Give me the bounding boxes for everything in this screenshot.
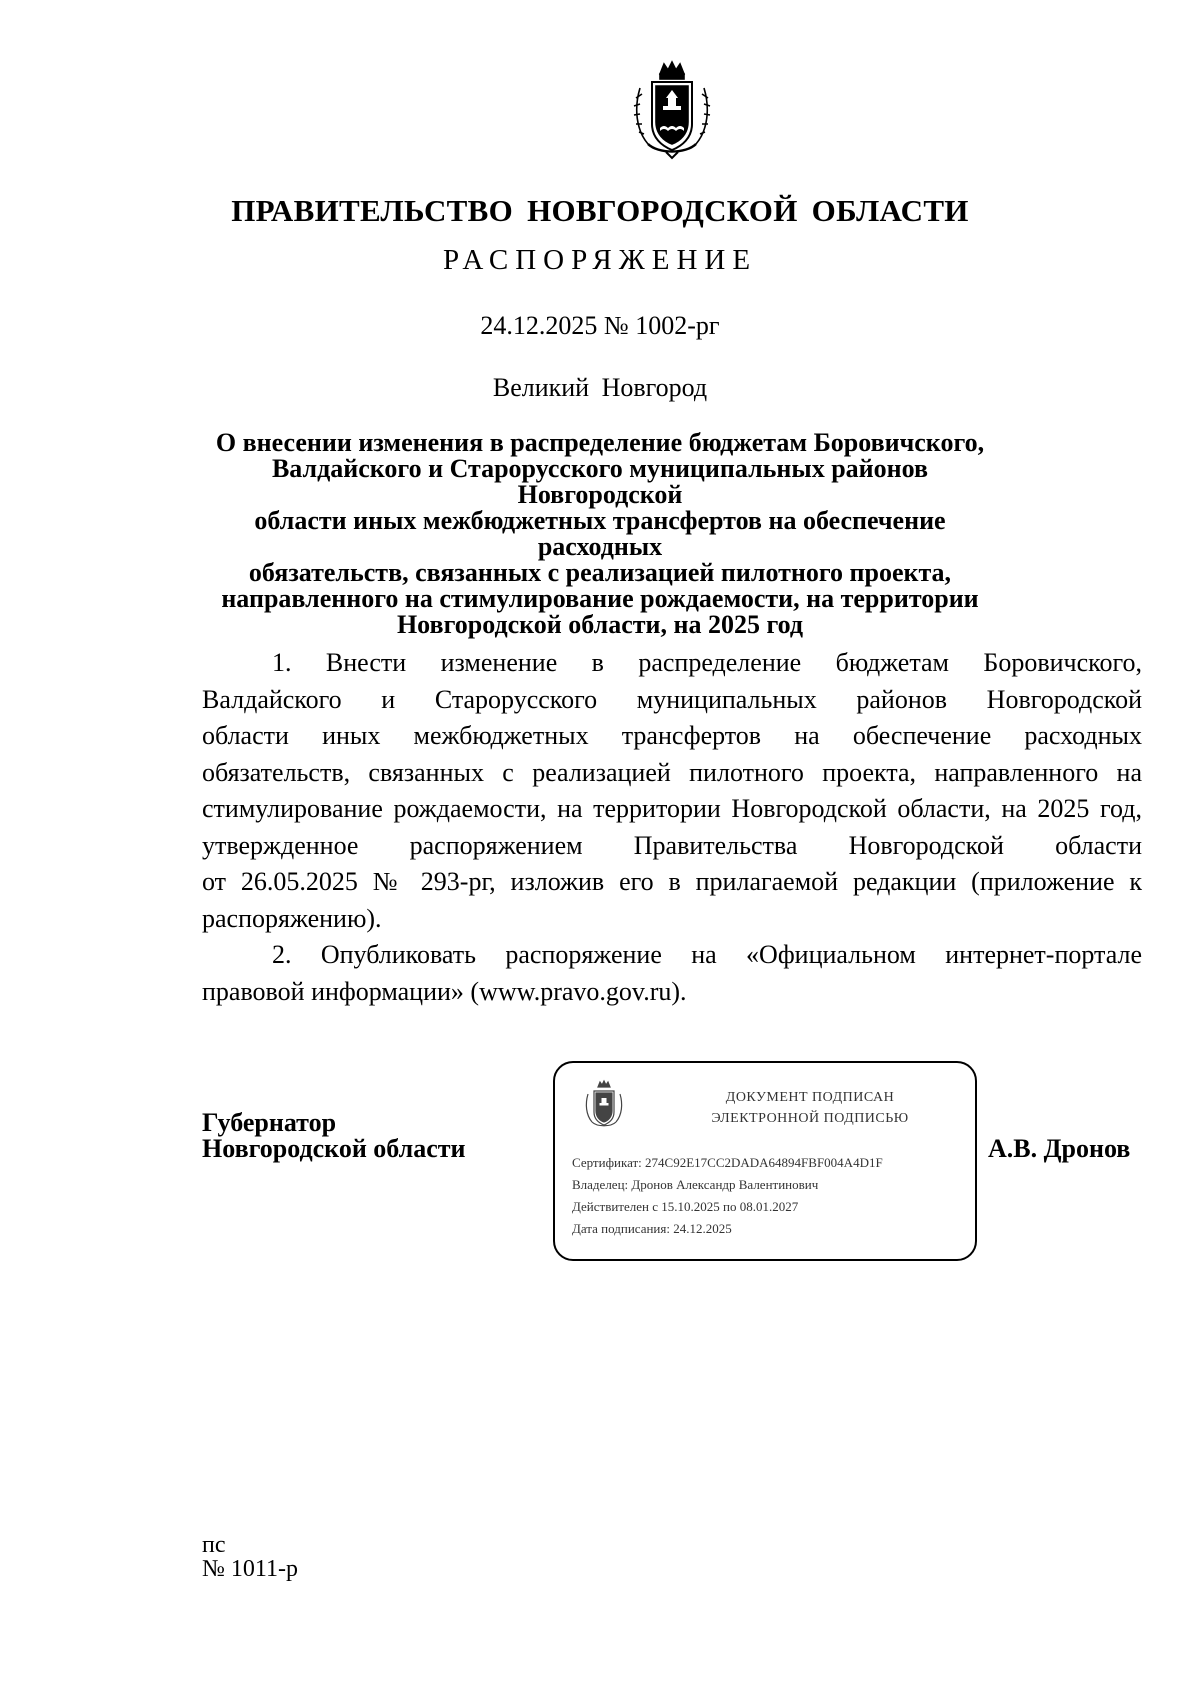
body-line: от 26.05.2025 № 293-рг, изложив его в прилагаемой редакции (приложение к: [202, 867, 1142, 896]
organization-title: ПРАВИТЕЛЬСТВО НОВГОРОДСКОЙ ОБЛАСТИ: [231, 193, 969, 228]
footnote-line: пс: [202, 1532, 226, 1558]
body-line: Валдайского и Старорусского муниципальных районов Новгородской: [202, 684, 1142, 714]
body-line: 2. Опубликовать распоряжение на «Официальном интернет-портале: [272, 940, 1142, 969]
signer-name: А.В. Дронов: [988, 1134, 1131, 1163]
signer-position-line: Новгородской области: [202, 1134, 466, 1163]
document-body: [202, 645, 1142, 1010]
subject-line: Валдайского и Старорусского муниципальных районов Новгородской: [271, 454, 929, 509]
electronic-signature-stamp: [553, 1061, 977, 1261]
document-date-number: 24.12.2025 № 1002-рг: [480, 311, 720, 340]
subject-line: О внесении изменения в распределение бюджетам Боровичского,: [215, 428, 985, 457]
document-place: Великий Новгород: [492, 373, 708, 402]
stamp-heading-line: ЭЛЕКТРОННОЙ ПОДПИСЬЮ: [711, 1111, 909, 1126]
body-line: правовой информации» (www.pravo.gov.ru).: [202, 976, 687, 1006]
document-subject: [200, 430, 1000, 638]
document-type: РАСПОРЯЖЕНИЕ: [442, 244, 758, 276]
subject-line: Новгородской области, на 2025 год: [396, 610, 804, 639]
subject-line: направленного на стимулирование рождаемости, на территории: [221, 584, 979, 613]
signer-position: [202, 1110, 466, 1162]
body-line: распоряжению).: [202, 903, 382, 933]
stamp-details: [572, 1152, 883, 1240]
signer-position-line: Губернатор: [202, 1108, 337, 1137]
subject-line: области иных межбюджетных трансфертов на обеспечение расходных: [254, 506, 946, 561]
body-line: обязательств, связанных с реализацией пилотного проекта, направленного на: [202, 757, 1142, 787]
subject-line: обязательств, связанных с реализацией пилотного проекта,: [248, 558, 952, 587]
stamp-owner: Владелец: Дронов Александр Валентинович: [572, 1177, 819, 1192]
footnote-line: № 1011-р: [202, 1556, 298, 1582]
stamp-coat-of-arms-icon: [583, 1079, 625, 1131]
stamp-heading: [665, 1087, 955, 1129]
body-line: области иных межбюджетных трансфертов на обеспечение расходных: [202, 721, 1142, 750]
body-line: стимулирование рождаемости, на территории Новгородской области, на 2025 год,: [202, 794, 1142, 823]
body-line: 1. Внести изменение в распределение бюджетам Боровичского,: [272, 648, 1142, 677]
stamp-heading-line: ДОКУМЕНТ ПОДПИСАН: [725, 1090, 895, 1105]
coat-of-arms-icon: [630, 58, 714, 162]
stamp-certificate: Сертификат: 274C92E17CC2DADA64894FBF004A4D1F: [572, 1155, 883, 1170]
body-line: утвержденное распоряжением Правительства Новгородской области: [202, 830, 1142, 860]
document-footnote: [202, 1533, 298, 1581]
stamp-signing-date: Дата подписания: 24.12.2025: [572, 1221, 732, 1236]
stamp-validity: Действителен с 15.10.2025 по 08.01.2027: [572, 1199, 799, 1214]
